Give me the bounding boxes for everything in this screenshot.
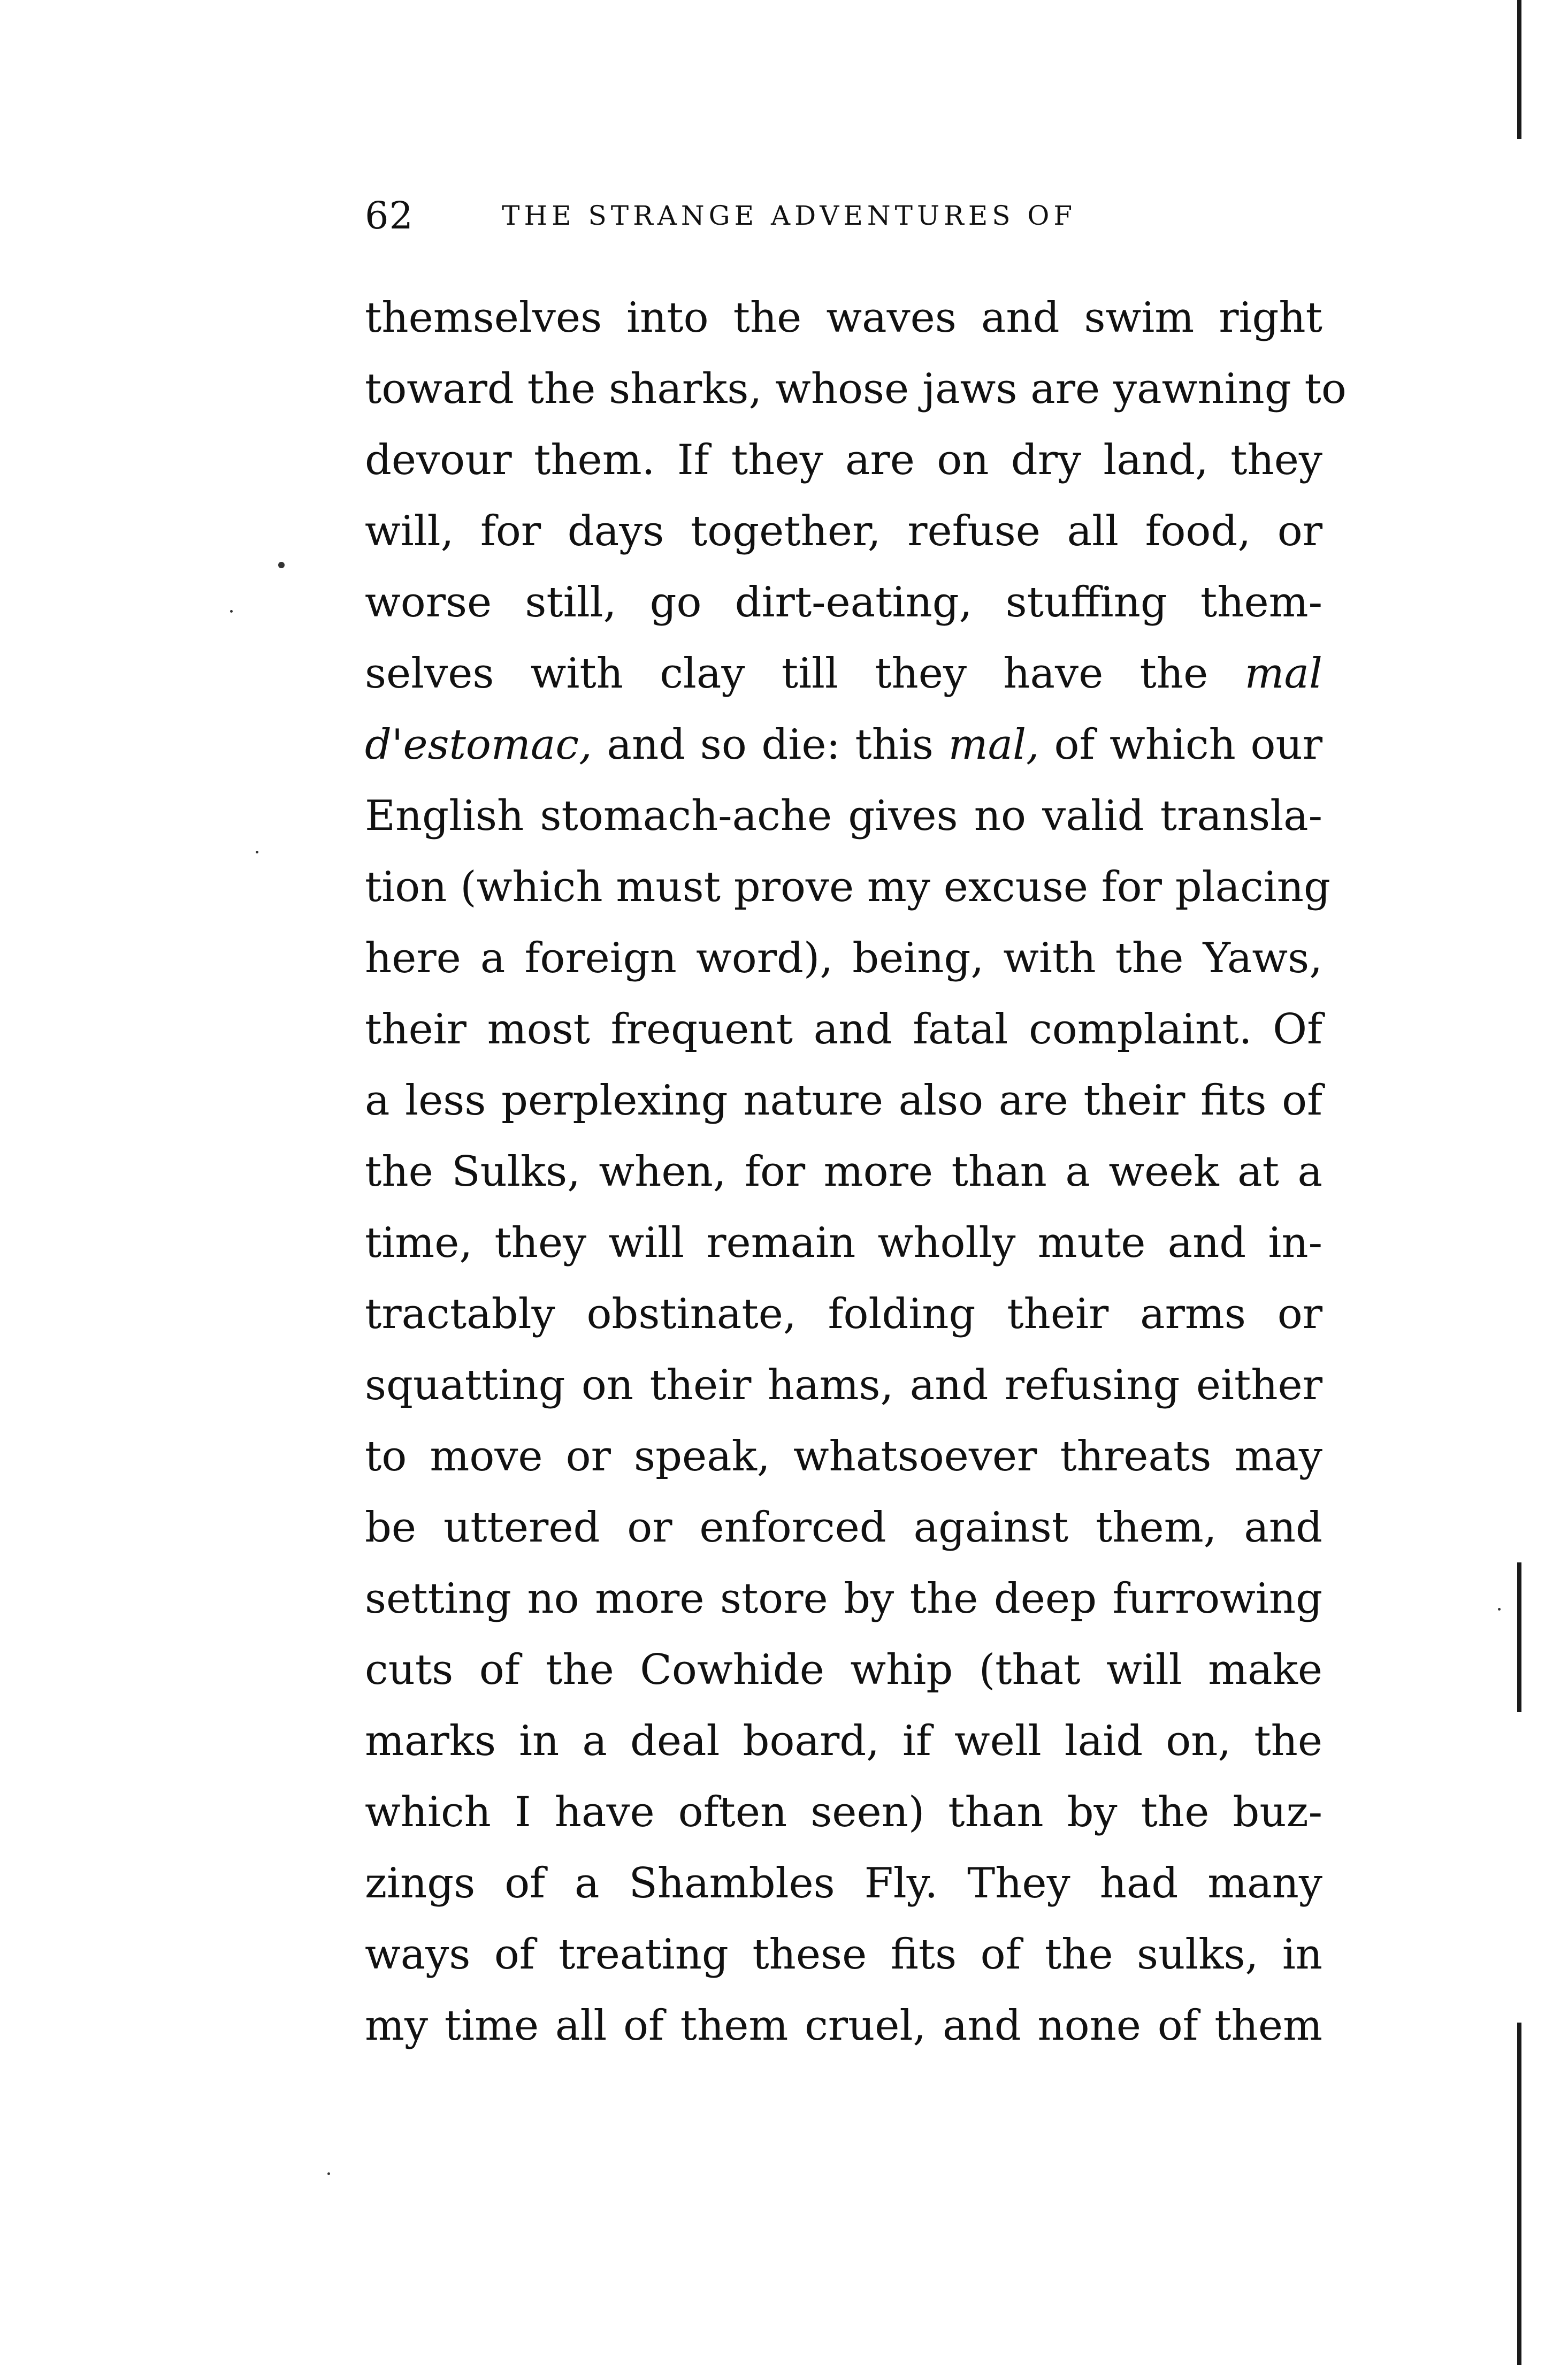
- text-line: will, for days together, refuse all food, or: [365, 507, 1322, 555]
- scan-speck: [256, 851, 258, 853]
- scan-speck: [327, 2172, 330, 2175]
- italic-word: mal,: [948, 721, 1039, 769]
- text-line: the Sulks, when, for more than a week at a: [365, 1148, 1322, 1196]
- text-line: be uttered or enforced against them, and: [365, 1504, 1322, 1552]
- text-line: devour them. If they are on dry land, they: [365, 436, 1322, 484]
- running-head: [365, 188, 1328, 242]
- text-line-with-italic: [365, 638, 1322, 710]
- text-line: here a foreign word), being, with the Yaws,: [365, 934, 1322, 982]
- text-line: setting no more store by the deep furrowing: [365, 1575, 1322, 1623]
- text-line: cuts of the Cowhide whip (that will make: [365, 1646, 1322, 1694]
- text-line: squatting on their hams, and refusing either: [365, 1361, 1322, 1409]
- gutter-shadow-bottom: [1517, 2023, 1521, 2365]
- text-line: ways of treating these fits of the sulks, in: [365, 1931, 1322, 1979]
- text-line: English stomach-ache gives no valid transla-: [365, 792, 1322, 840]
- text-line: to move or speak, whatsoever threats may: [365, 1432, 1322, 1481]
- text-line: my time all of them cruel, and none of them: [365, 2002, 1322, 2050]
- text-line: worse still, go dirt-eating, stuffing them-: [365, 578, 1322, 627]
- italic-word: mal: [1244, 650, 1323, 698]
- text-line: their most frequent and fatal complaint. Of: [365, 1005, 1322, 1054]
- text-line-segment: selves with clay till they have the: [365, 650, 1209, 698]
- text-line: zings of a Shambles Fly. They had many: [365, 1859, 1322, 1908]
- page-number: 62: [365, 193, 414, 238]
- text-line: tractably obstinate, folding their arms or: [365, 1290, 1322, 1338]
- text-line: a less perplexing nature also are their fits of: [365, 1077, 1322, 1125]
- gutter-shadow-middle: [1517, 1562, 1521, 1712]
- scan-speck: [1498, 1608, 1501, 1611]
- running-title: THE STRANGE ADVENTURES OF: [502, 200, 1077, 231]
- text-line: toward the sharks, whose jaws are yawning to: [365, 365, 1347, 413]
- text-line-with-italic: [365, 710, 1322, 781]
- italic-word: d'estomac,: [365, 721, 592, 769]
- text-line: tion (which must prove my excuse for placing: [365, 863, 1330, 911]
- text-line: time, they will remain wholly mute and in-: [365, 1219, 1322, 1267]
- text-line: which I have often seen) than by the buz-: [365, 1788, 1322, 1836]
- text-line: themselves into the waves and swim right: [365, 294, 1322, 342]
- text-line-segment: of which our: [1054, 721, 1322, 769]
- text-line: marks in a deal board, if well laid on, the: [365, 1717, 1322, 1765]
- body-text: [365, 283, 1347, 2062]
- scan-speck: [278, 562, 285, 568]
- text-line-segment: and so die: this: [607, 721, 934, 769]
- gutter-shadow-top: [1517, 0, 1521, 139]
- scan-speck: [230, 610, 233, 613]
